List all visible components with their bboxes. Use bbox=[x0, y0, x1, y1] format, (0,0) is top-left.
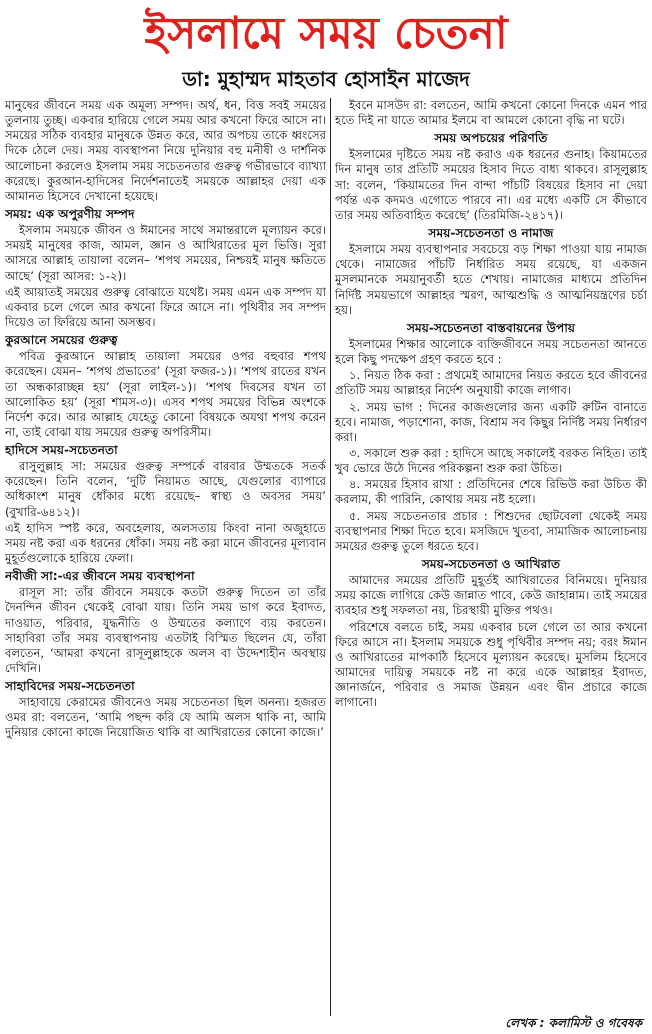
paragraph: এই হাদিস স্পষ্ট করে, অবহেলায়, অলসতায় কিংবা নানা অজুহাতে সময় নষ্ট করা এক ধরনের ধোঁকা। সময় নষ্ট করা মানে জীবনের মূল্যবান মুহূর্তগুলোকে হারিয়ে ফেলা। bbox=[5, 520, 326, 566]
left-column bbox=[5, 98, 326, 1016]
article-author: ডা: মুহাম্মদ মাহতাব হোসাইন মাজেদ bbox=[182, 67, 470, 91]
section-heading: হাদিসে সময়-সচেতনতা bbox=[5, 443, 118, 458]
list-item: ৩. সকালে শুরু করা : হাদিসে আছে সকালেই বরকত নিহিত। তাই খুব ভোরে উঠে দিনের পরিকল্পনা শুরু করা উচিত। bbox=[335, 445, 647, 476]
section-heading: সময়-সচেতনতা ও নামাজ bbox=[428, 226, 554, 241]
section-heading: সাহাবিদের সময়-সচেতনতা bbox=[5, 679, 135, 694]
paragraph: পবিত্র কুরআনে আল্লাহ তায়ালা সময়ের ওপর বহুবার শপথ করেছেন। যেমন– ‘শপথ প্রভাতের’ (সূরা ফজর-১)। ‘শপথ রাতের যখন তা অন্ধকারাচ্ছন্ন হয়’ (সূরা লাইল-১)। ‘শপথ দিবসের যখন তা আলোকিত হয়’ (সূরা শামস-৩)। এসব শপথ সময়ের বিভিন্ন অংশকে নির্দেশ করে। আর আল্লাহ যেহেতু কোনো বিষয়কে অযথা শপথ করেন না, তাই বোঝা যায় সময়ের গুরুত্ব অপরিসীম। bbox=[5, 349, 326, 439]
paragraph: সাহাবায়ে কেরামের জীবনেও সময় সচেতনতা ছিল অনন্য। হজরত ওমর রা: বলতেন, ‘আমি পছন্দ করি যে আমি অলস থাকি না, আমি দুনিয়ার কোনো কাজে নিয়োজিত থাকি বা আখিরাতের কোনো কাজে।’ bbox=[5, 695, 326, 740]
section-heading: নবীজী সা:-এর জীবনে সময় ব্যবস্থাপনা bbox=[5, 569, 195, 584]
section-heading: কুরআনে সময়ের গুরুত্ব bbox=[5, 333, 118, 348]
paragraph: এই আয়াতই সময়ের গুরুত্ব বোঝাতে যথেষ্ট। সময় এমন এক সম্পদ যা একবার চলে গেলে আর কখনো ফিরে আসে না। পৃথিবীর সব সম্পদ দিয়েও তা ফিরিয়ে আনা অসম্ভব। bbox=[5, 284, 326, 330]
column-divider bbox=[330, 98, 331, 1016]
paragraph: আমাদের সময়ের প্রতিটি মুহূর্তই আখিরাতের বিনিময়ে। দুনিয়ার সময় কাজে লাগিয়ে কেউ জান্নাত পাবে, কেউ জাহান্নাম। তাই সময়ের ব্যবহার শুধু সফলতা নয়, চিরস্থায়ী মুক্তির পথও। bbox=[335, 573, 647, 618]
paragraph: ইসলামে সময় ব্যবস্থাপনার সবচেয়ে বড় শিক্ষা পাওয়া যায় নামাজ থেকে। নামাজের পাঁচটি নির্ধারিত সময় রয়েছে, যা একজন মুসলমানকে সময়ানুবর্তী হতে শেখায়। নামাজের মাধ্যমে প্রতিদিন নির্দিষ্ট সময়ভাগে আল্লাহর স্মরণ, আত্মশুদ্ধি ও আত্মনিয়ন্ত্রণের চর্চা হয়। bbox=[335, 242, 647, 317]
list-item: ১. নিয়ত ঠিক করা : প্রথমেই আমাদের নিয়ত করতে হবে জীবনের প্রতিটি সময় আল্লাহর নির্দেশ অনুযায়ী কাজে লাগাব। bbox=[335, 368, 647, 398]
paragraph: ইসলামের শিক্ষার আলোকে ব্যক্তিজীবনে সময় সচেতনতা আনতে হলে কিছু পদক্ষেপ গ্রহণ করতে হবে : bbox=[335, 336, 647, 367]
section-heading: সময়: এক অপুরণীয় সম্পদ bbox=[5, 207, 135, 222]
right-column bbox=[335, 98, 647, 1016]
paragraph: রাসুলুল্লাহ সা: সময়ের গুরুত্ব সম্পর্কে বারবার উম্মতকে সতর্ক করেছেন। তিনি বলেন, ‘দুটি নিয়ামত আছে, যেগুলোর ব্যাপারে অধিকাংশ মানুষ ধোঁকার মধ্যে রয়েছে– স্বাস্থ্য ও অবসর সময়’ (বুখারি-৬৪১২)। bbox=[5, 459, 326, 519]
section-heading: সময়-সচেতনতা বাস্তবায়নের উপায় bbox=[406, 320, 576, 335]
article-title: ইসলামে সময় চেতনা bbox=[144, 8, 508, 59]
list-item: ৫. সময় সচেতনতার প্রচার : শিশুদের ছোটবেলা থেকেই সময় ব্যবস্থাপনার শিক্ষা দিতে হবে। মসজিদে খুতবা, সামাজিক আলোচনায় সময়ের গুরুত্ব তুলে ধরতে হবে। bbox=[335, 508, 647, 553]
paragraph: ইসলাম সময়কে জীবন ও ঈমানের সাথে সমান্তরালে মূল্যায়ন করে। সময়ই মানুষের কাজ, আমল, জ্ঞান ও আখিরাতের মূল ভিত্তি। সুরা আসরে আল্লাহ তায়ালা বলেন– ‘শপথ সময়ের, নিশ্চয়ই মানুষ ক্ষতিতে আছে’ (সূরা আসর: ১-২)। bbox=[5, 223, 326, 283]
paragraph: রাসূল সা: তাঁর জীবনে সময়কে কতটা গুরুত্ব দিতেন তা তাঁর দৈনন্দিন জীবন থেকেই বোঝা যায়। তিনি সময় ভাগ করে ইবাদত, দাওয়াত, পরিবার, যুদ্ধনীতি ও উম্মতের কল্যাণে ব্যয় করতেন। সাহাবিরা তাঁর সময় ব্যবস্থাপনায় এতটাই বিস্মিত ছিলেন যে, তাঁরা বলতেন, ‘আমরা কখনো রাসূলুল্লাহকে অলস বা উদ্দেশ্যহীন অবস্থায় দেখিনি। bbox=[5, 585, 326, 675]
author-byline: লেখক : কলামিস্ট ও গবেষক bbox=[505, 1016, 642, 1030]
section-heading: সময়-সচেতনতা ও আখিরাত bbox=[421, 557, 561, 572]
paragraph: পরিশেষে বলতে চাই, সময় একবার চলে গেলে তা আর কখনো ফিরে আসে না। ইসলাম সময়কে শুধু পৃথিবীর সম্পদ নয়; বরং ঈমান ও আখিরাতের মাপকাঠি হিসেবে মূল্যায়ন করেছে। মুসলিম হিসেবে আমাদের দায়িত্ব সময়কে নষ্ট না করে একে আল্লাহর ইবাদত, জ্ঞানার্জনে, পরিবার ও সমাজ উন্নয়ন এবং দ্বীন প্রচারে কাজে লাগানো। bbox=[335, 619, 647, 710]
paragraph: ইবনে মাসউদ রা: বলতেন, আমি কখনো কোনো দিনকে এমন পার হতে দিই না যাতে আমার ইলমে বা আমলে কোনো বৃদ্ধি না ঘটে। bbox=[335, 98, 647, 128]
list-item: ২. সময় ভাগ : দিনের কাজগুলোর জন্য একটি রুটিন বানাতে হবে। নামাজ, পড়াশোনা, কাজ, বিশ্রাম সব কিছুর নির্দিষ্ট সময় নির্ধারণ করা। bbox=[335, 399, 647, 444]
list-item: ৪. সময়ের হিসাব রাখা : প্রতিদিনের শেষে রিভিউ করা উচিত কী করলাম, কী পারিনি, কোথায় সময় নষ্ট হলো। bbox=[335, 477, 647, 507]
section-heading: সময় অপচয়ের পরিণতি bbox=[434, 131, 548, 146]
intro-paragraph: মানুষের জীবনে সময় এক অমূল্য সম্পদ। অর্থ, ধন, বিত্ত সবই সময়ের তুলনায় তুচ্ছ। একবার হারিয়ে গেলে সময় আর কখনো ফিরে আসে না। সময়ের সঠিক ব্যবহার মানুষকে উন্নত করে, আর অপচয় তাকে ধ্বংসের দিকে ঠেলে দেয়। সময় ব্যবস্থাপনা নিয়ে দুনিয়ার বহু মনীষী ও দার্শনিক আলোচনা করলেও ইসলাম সময় সচেতনতার গুরুত্ব গভীরভাবে ব্যাখ্যা করেছে। কুরআন-হাদিসের নির্দেশনাতেই সময়কে আল্লাহর দেয়া এক আমানত হিসেবে দেখানো হয়েছে। bbox=[5, 98, 326, 203]
paragraph: ইসলামের দৃষ্টিতে সময় নষ্ট করাও এক ধরনের গুনাহ। কিয়ামতের দিন মানুষ তার প্রতিটি সময়ের হিসাব দিতে বাধ্য থাকবে। রাসূলুল্লাহ সা: বলেন, ‘কিয়ামতের দিন বান্দা পাঁচটি বিষয়ের হিসাব না দেয়া পর্যন্ত এক কদমও এগোতে পারবে না। এর মধ্যে একটি সে কীভাবে তার সময় অতিবাহিত করেছে’ (তিরমিজি-২৪১৭)। bbox=[335, 147, 647, 222]
